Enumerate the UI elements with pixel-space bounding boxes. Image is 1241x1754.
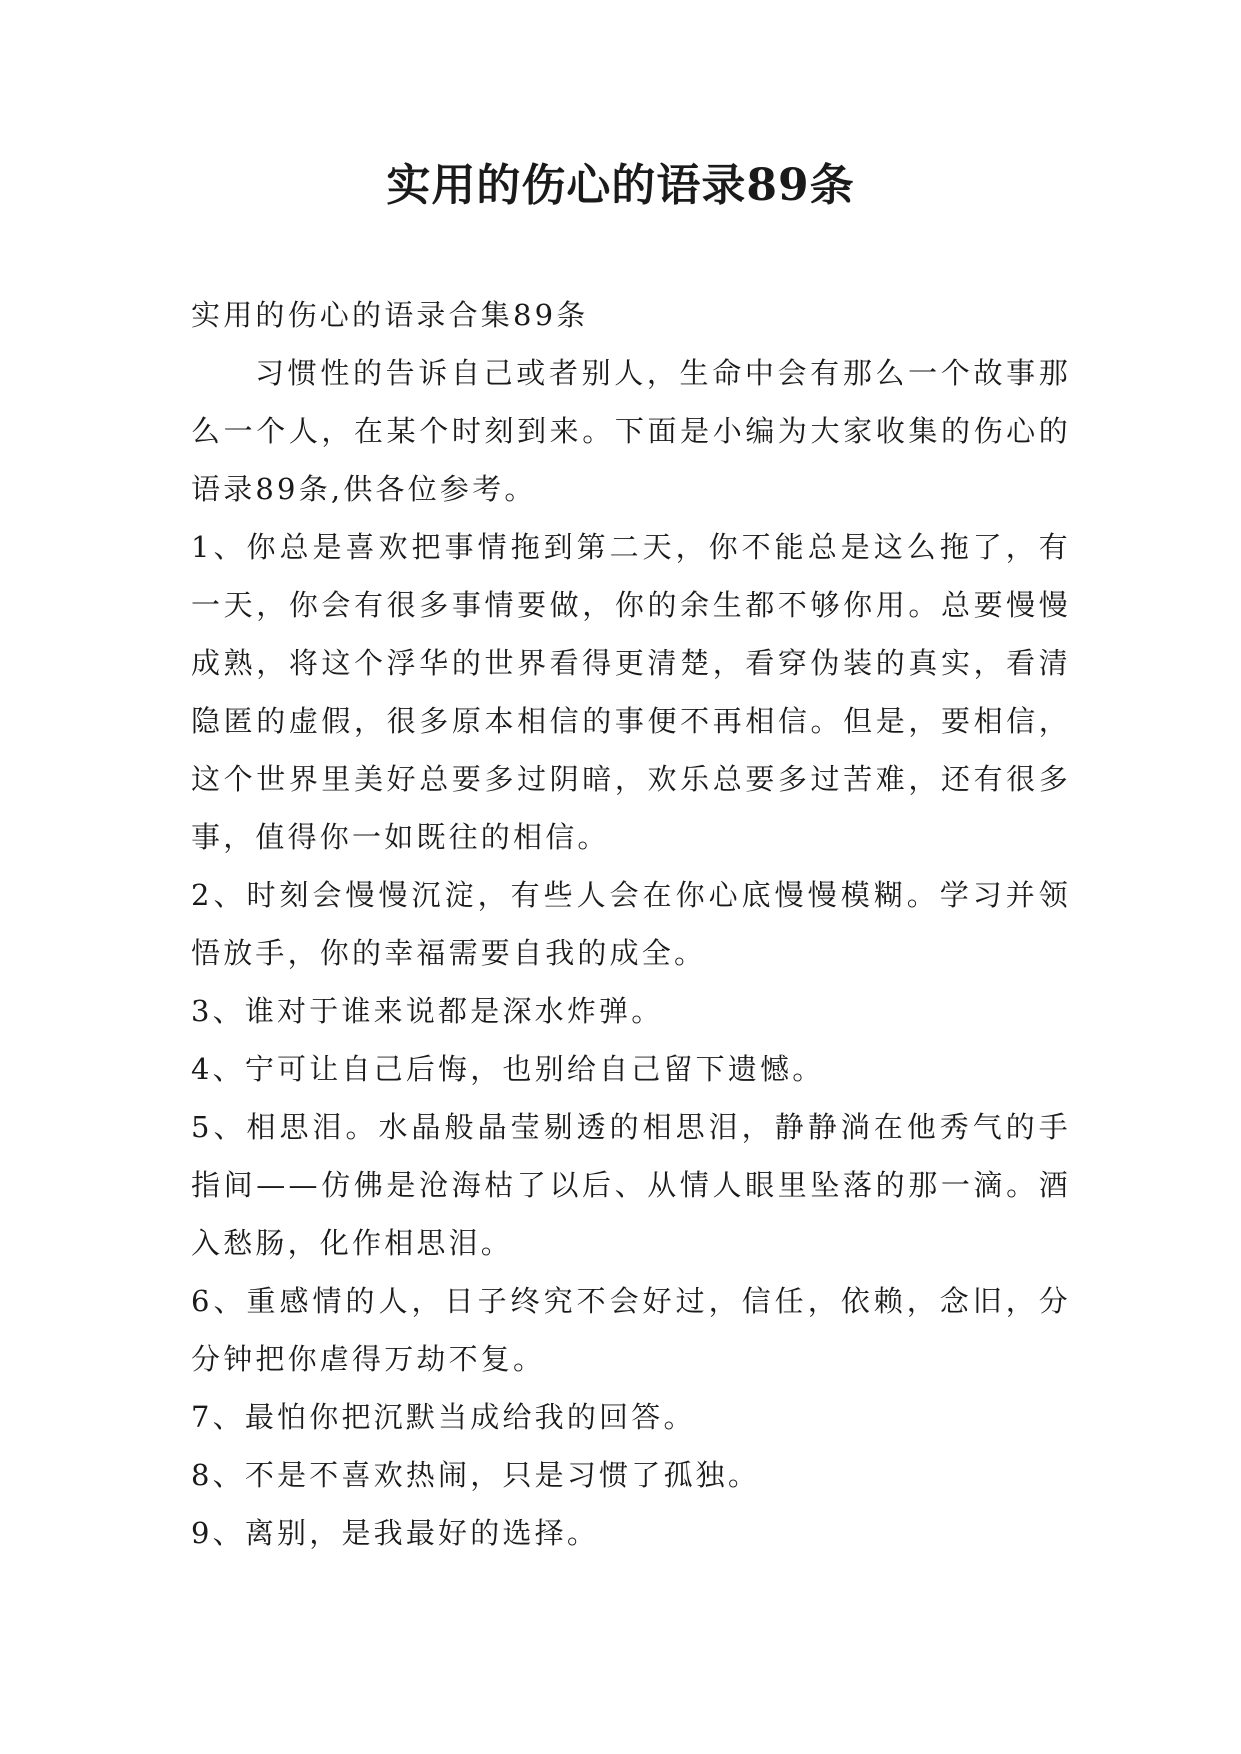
quote-item-7: 7、最怕你把沉默当成给我的回答。 <box>191 1400 696 1434</box>
quote-item-5: 5、相思泪。水晶般晶莹剔透的相思泪，静静淌在他秀气的手指间——仿佛是沧海枯了以后、从情人眼里坠落的那一滴。酒入愁肠，化作相思泪。 <box>191 1110 1071 1260</box>
quote-item-8: 8、不是不喜欢热闹，只是习惯了孤独。 <box>191 1458 761 1492</box>
document-body <box>191 286 1071 1562</box>
document-subtitle: 实用的伤心的语录合集89条 <box>191 298 589 332</box>
document-title: 实用的伤心的语录89条 <box>386 160 855 211</box>
quote-item-4: 4、宁可让自己后悔，也别给自己留下遗憾。 <box>191 1052 825 1086</box>
quote-item-3: 3、谁对于谁来说都是深水炸弹。 <box>191 994 664 1028</box>
quote-item-6: 6、重感情的人，日子终究不会好过，信任，依赖，念旧，分分钟把你虐得万劫不复。 <box>191 1284 1071 1376</box>
quote-item-2: 2、时刻会慢慢沉淀，有些人会在你心底慢慢模糊。学习并领悟放手，你的幸福需要自我的成全。 <box>191 878 1071 970</box>
quote-item-1: 1、你总是喜欢把事情拖到第二天，你不能总是这么拖了，有一天，你会有很多事情要做，你的余生都不够你用。总要慢慢成熟，将这个浮华的世界看得更清楚，看穿伪装的真实，看清隐匿的虚假，很多原本相信的事便不再相信。但是，要相信，这个世界里美好总要多过阴暗，欢乐总要多过苦难，还有很多事，值得你一如既往的相信。 <box>191 530 1071 854</box>
quote-item-9: 9、离别，是我最好的选择。 <box>191 1516 600 1550</box>
intro-paragraph: 习惯性的告诉自己或者别人，生命中会有那么一个故事那么一个人，在某个时刻到来。下面是小编为大家收集的伤心的语录89条,供各位参考。 <box>191 356 1071 506</box>
